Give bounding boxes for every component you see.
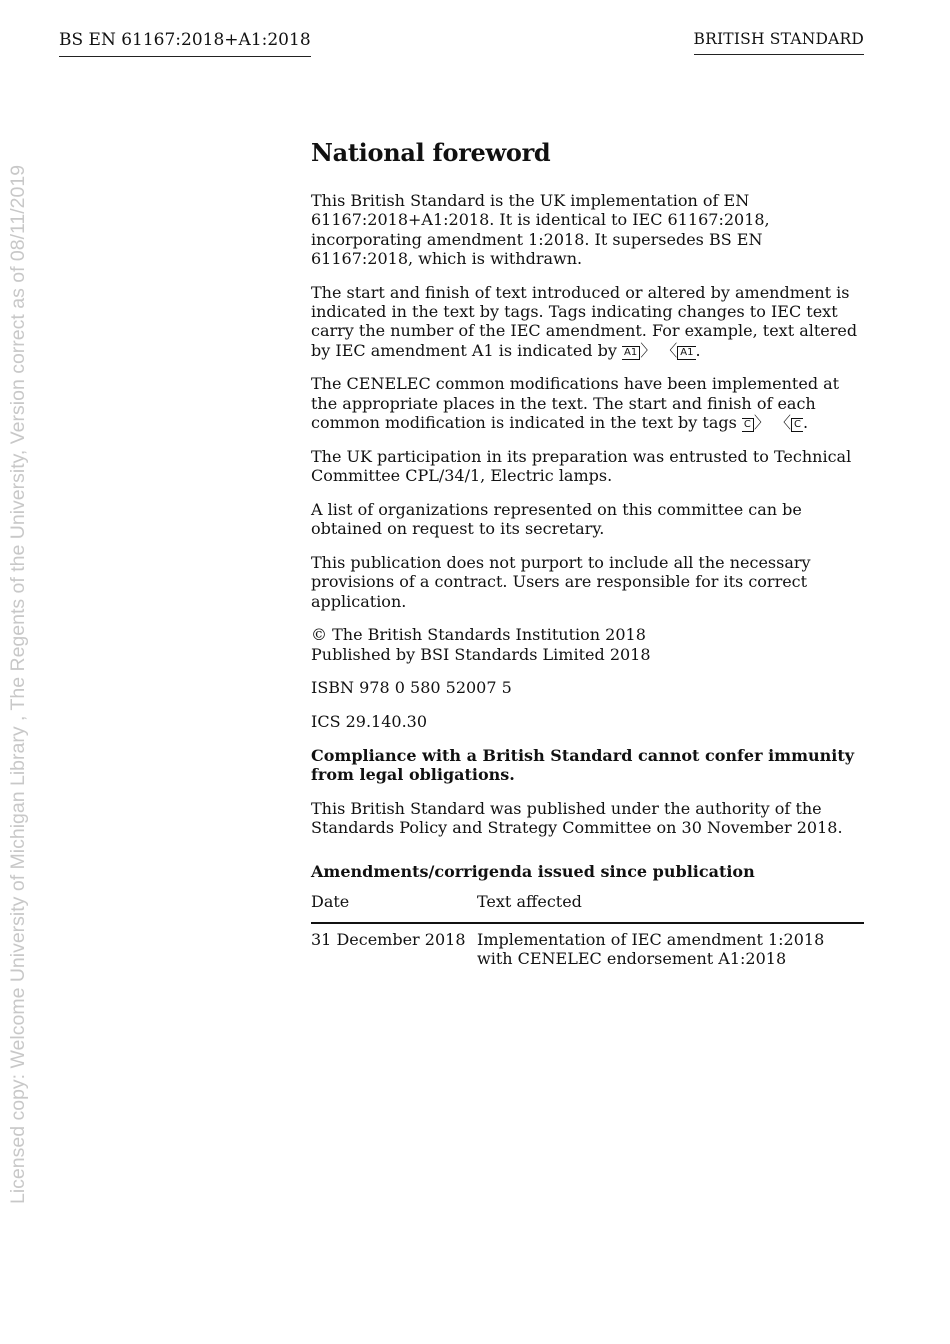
amendment-open-tag: A1 [622,346,640,360]
cenelec-open-tag: C [742,418,754,432]
implementation-paragraph: This British Standard is the UK implementation of EN 61167:2018+A1:2018. It is identical to IEC 61167:2018, incorporating amendment 1:2018. It supersedes BS EN 61167:2018, which is withdrawn. [311,191,770,268]
authority-paragraph: This British Standard was published under the authority of the Standards Policy and Strategy Committee on 30 November 2018. [311,799,843,838]
amendments-title: Amendments/corrigenda issued since publication [311,861,755,881]
organizations-paragraph: A list of organizations represented on this committee can be obtained on request to its secretary. [311,499,802,539]
contract-paragraph: This publication does not purport to include all the necessary provisions of a contract. Users are responsible for its correct application. [311,552,811,611]
amendment-tags-text: The start and finish of text introduced or altered by amendment is indicated in the text by tags. Tags indicating changes to IEC text carry the number of the IEC amendment. For example, text altered by IEC amendment A1 is indicated by [311,282,858,360]
document-code: BS EN 61167:2018+A1:2018 [59,30,311,57]
cenelec-close-tag: C [791,418,803,432]
amendments-table-header [311,892,864,924]
amendment-tags-paragraph: The start and finish of text introduced or altered by amendment is indicated in the text by tags. Tags indicating changes to IEC text carry the number of the IEC amendment. For example, text altered by IEC amendment A1 is indicated by A1 〉 〈 A1 . [311,282,858,360]
compliance-notice: Compliance with a British Standard cannot confer immunity from legal obligations. [311,746,855,785]
license-watermark: Licensed copy: Welcome University of Michigan Library , The Regents of the University, Version correct as of 08/11/2019 [7,164,29,1204]
column-header-date: Date [311,891,350,911]
published-line: Published by BSI Standards Limited 2018 [311,644,651,664]
amendment-text-affected: Implementation of IEC amendment 1:2018 with CENELEC endorsement A1:2018 [477,930,825,969]
cenelec-paragraph: The CENELEC common modifications have been implemented at the appropriate places in the text. The start and finish of each common modification is indicated in the text by tags C 〉 〈 C . [311,374,840,432]
page-title: National foreword [311,138,551,167]
isbn: ISBN 978 0 580 52007 5 [311,678,512,698]
amendment-close-tag: A1 [677,346,695,360]
table-row [311,924,864,969]
cenelec-text: The CENELEC common modifications have been implemented at the appropriate places in the text. The start and finish of each common modification is indicated in the text by tags [311,374,840,432]
amendment-date: 31 December 2018 [311,930,466,950]
national-foreword [311,138,864,969]
copyright-line: © The British Standards Institution 2018 [311,625,646,645]
copyright-block [311,625,864,664]
document-type: BRITISH STANDARD [694,30,865,55]
committee-paragraph: The UK participation in its preparation was entrusted to Technical Committee CPL/34/1, Electric lamps. [311,446,852,486]
ics: ICS 29.140.30 [311,712,428,732]
column-header-text-affected: Text affected [477,891,582,911]
